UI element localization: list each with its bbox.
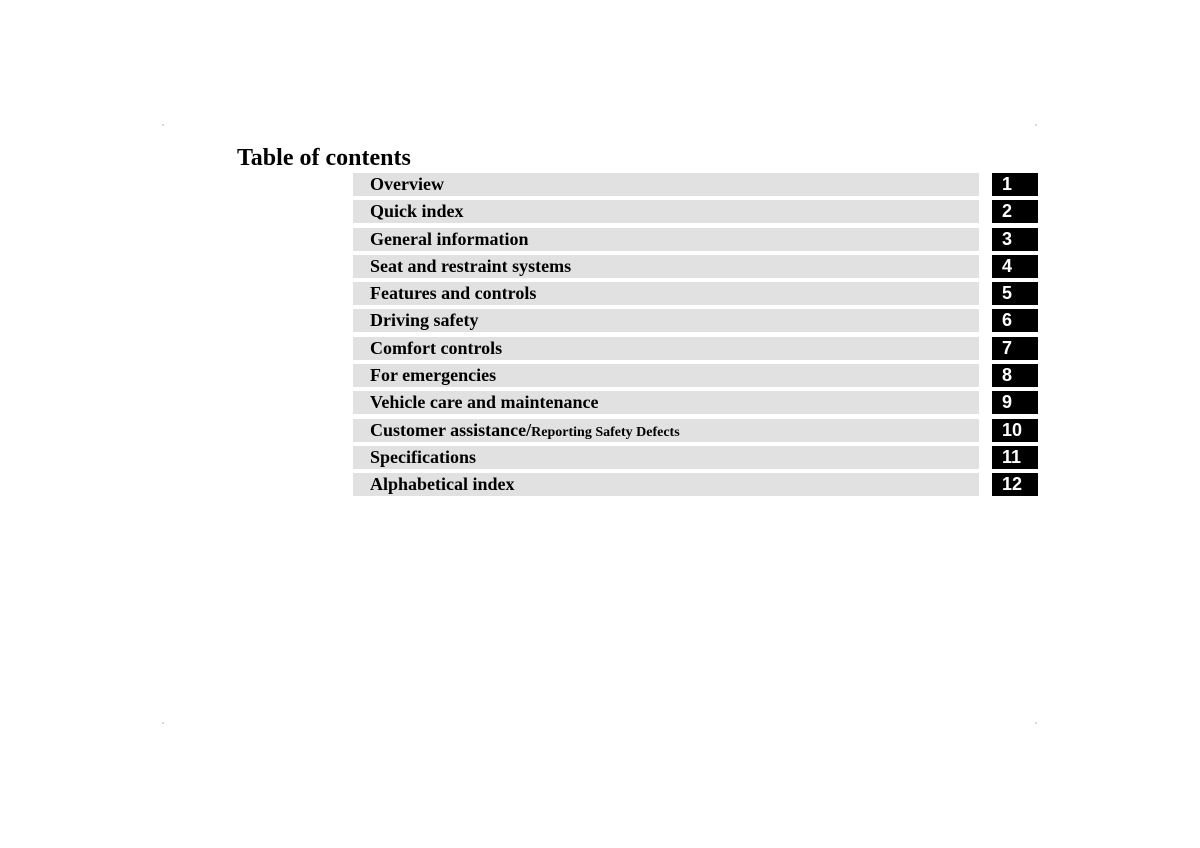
chapter-number-badge: 6 — [992, 309, 1038, 332]
toc-item-label: Vehicle care and maintenance — [370, 392, 599, 413]
toc-item-features-and-controls[interactable] — [353, 282, 1038, 305]
toc-item-label: Comfort controls — [370, 337, 503, 358]
toc-item-specifications[interactable] — [353, 446, 1038, 469]
toc-item-label: Features and controls — [370, 283, 537, 304]
toc-item-alphabetical-index[interactable] — [353, 473, 1038, 496]
toc-item-label: Alphabetical index — [370, 474, 515, 495]
crop-mark-bottom-right — [1035, 722, 1037, 724]
chapter-number-badge: 5 — [992, 282, 1038, 305]
toc-item-seat-and-restraint-systems[interactable] — [353, 255, 1038, 278]
toc-item-label: Overview — [370, 174, 444, 194]
crop-mark-top-right — [1035, 124, 1037, 126]
toc-item-vehicle-care-and-maintenance[interactable] — [353, 391, 1038, 414]
toc-item-label: Seat and restraint systems — [370, 255, 572, 276]
toc-item-label: Customer assistance/Reporting Safety Defects — [370, 419, 680, 440]
toc-item-overview[interactable] — [353, 173, 1038, 196]
chapter-number-badge: 8 — [992, 364, 1038, 387]
crop-mark-bottom-left — [162, 722, 164, 724]
chapter-number-badge: 4 — [992, 255, 1038, 278]
toc-item-label: Specifications — [370, 446, 476, 467]
toc-bar — [353, 173, 979, 196]
chapter-number-badge: 12 — [992, 473, 1038, 496]
toc-item-comfort-controls[interactable] — [353, 337, 1038, 360]
toc-list — [353, 173, 1038, 501]
chapter-number-badge: 3 — [992, 228, 1038, 251]
page-title: Table of contents — [237, 145, 411, 171]
chapter-number-badge: 9 — [992, 391, 1038, 414]
chapter-number-badge: 1 — [992, 173, 1038, 196]
chapter-number-badge: 7 — [992, 337, 1038, 360]
toc-item-label: For emergencies — [370, 365, 497, 386]
chapter-number-badge: 10 — [992, 419, 1038, 442]
chapter-number-badge: 2 — [992, 200, 1038, 223]
toc-item-customer-assistance[interactable] — [353, 419, 1038, 442]
toc-item-quick-index[interactable] — [353, 200, 1038, 223]
toc-item-for-emergencies[interactable] — [353, 364, 1038, 387]
toc-item-label: Driving safety — [370, 310, 479, 331]
toc-item-driving-safety[interactable] — [353, 309, 1038, 332]
chapter-number-badge: 11 — [992, 446, 1038, 469]
toc-item-general-information[interactable] — [353, 228, 1038, 251]
toc-item-label: Quick index — [370, 201, 464, 222]
crop-mark-top-left — [162, 124, 164, 126]
toc-item-label: General information — [370, 228, 529, 249]
